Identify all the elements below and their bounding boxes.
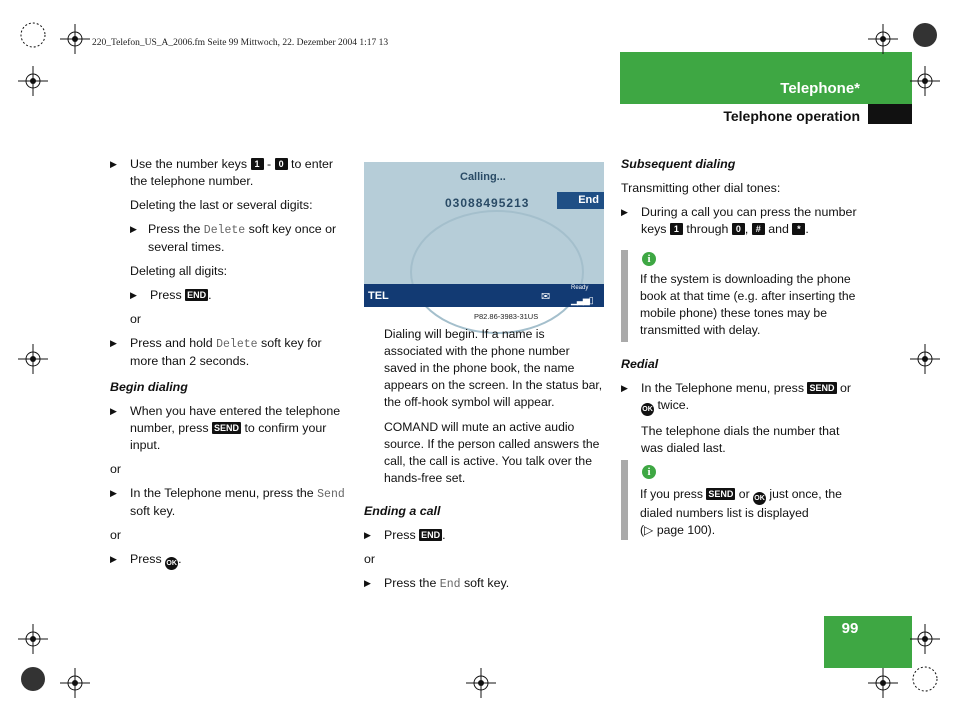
step-dial-tones: ▶ During a call you can press the number keys 1 through 0 , # and * . xyxy=(621,204,861,238)
step-redial: ▶ In the Telephone menu, press SEND or OK twice. xyxy=(621,380,861,416)
subsection-title: Telephone operation xyxy=(723,108,860,124)
end-key: END xyxy=(187,290,207,300)
step-number-keys: ▶ Use the number keys 1 - 0 to enter the telephone number. xyxy=(110,156,350,190)
figure-code: P82.86-3983-31US xyxy=(474,312,539,321)
mute-paragraph: COMAND will mute an active audio source. If the person called answers the call, the call is active. You talk over the hands-free set. xyxy=(384,420,600,485)
registration-mark-icon xyxy=(868,24,898,54)
send-softkey-label: Send xyxy=(317,488,345,501)
info-note-1: If the system is downloading the phone book at that time (e.g. after inserting the mobile phone) these tones may be transmitted with delay. xyxy=(640,272,856,337)
step-delete: ▶ Press the Delete soft key once or several times. xyxy=(130,221,350,256)
screen-tel-label: TEL xyxy=(368,290,389,302)
ending-call-section xyxy=(364,503,604,593)
column-left xyxy=(110,156,350,570)
color-target-icon xyxy=(910,664,940,694)
ok-key: OK xyxy=(753,492,766,505)
registration-mark-icon xyxy=(18,624,48,654)
key-star: * xyxy=(792,223,805,235)
or-text: or xyxy=(130,312,142,326)
redial-heading: Redial xyxy=(621,357,659,371)
send-key: SEND xyxy=(708,489,734,499)
step-end-softkey: ▶ Press the End soft key. xyxy=(364,575,604,593)
registration-mark-icon xyxy=(18,66,48,96)
transmit-text: Transmitting other dial tones: xyxy=(621,181,781,195)
info-bar xyxy=(621,250,628,342)
info-icon: i xyxy=(642,465,656,479)
redial-section xyxy=(621,356,861,457)
registration-mark-icon xyxy=(910,66,940,96)
section-title: Telephone* xyxy=(780,80,860,97)
file-meta: 220_Telefon_US_A_2006.fm Seite 99 Mittwoch, 22. Dezember 2004 1:17 13 xyxy=(92,38,389,48)
send-key: SEND xyxy=(213,423,239,433)
delete-all-intro: Deleting all digits: xyxy=(130,264,228,278)
step-hold-delete: ▶ Press and hold Delete soft key for more than 2 seconds. xyxy=(110,335,350,370)
info-bar xyxy=(621,460,628,540)
end-softkey-label: End xyxy=(439,578,461,591)
dialing-paragraph: Dialing will begin. If a name is associated with the phone number saved in the phone book, the name appears on the screen. In the status bar, the off-hook symbol will appear. xyxy=(384,327,603,409)
registration-mark-icon xyxy=(910,344,940,374)
color-target-icon xyxy=(18,20,48,50)
or-text: or xyxy=(364,552,376,566)
color-target-icon xyxy=(910,20,940,50)
screen-end-softkey[interactable]: End xyxy=(557,192,604,209)
subsection-marker xyxy=(868,104,912,124)
screen-phone-number: 03088495213 xyxy=(445,196,530,210)
ending-call-heading: Ending a call xyxy=(364,504,441,518)
registration-mark-icon xyxy=(60,668,90,698)
delete-softkey-label: Delete xyxy=(216,338,258,351)
key-0: 0 xyxy=(732,223,745,235)
signal-icon: ▁▃▅▯ xyxy=(571,295,593,305)
step-press-ok: ▶ Press OK. xyxy=(110,551,350,570)
info-icon: i xyxy=(642,252,656,266)
envelope-icon: ✉ xyxy=(541,291,551,303)
registration-mark-icon xyxy=(466,668,496,698)
step-send: ▶ When you have entered the telephone number, press SEND to confirm your input. xyxy=(110,403,350,454)
step-send-softkey: ▶ In the Telephone menu, press the Send soft key. xyxy=(110,485,350,520)
column-middle xyxy=(384,326,604,487)
step-end-press: ▶ Press END . xyxy=(364,527,604,544)
ok-key: OK xyxy=(165,557,178,570)
key-hash: # xyxy=(752,223,765,235)
dials-last-text: The telephone dials the number that was dialed last. xyxy=(641,424,840,455)
key-0: 0 xyxy=(275,158,288,170)
column-right xyxy=(621,156,861,238)
registration-mark-icon xyxy=(910,624,940,654)
registration-mark-icon xyxy=(60,24,90,54)
delete-intro: Deleting the last or several digits: xyxy=(130,198,313,212)
color-target-icon xyxy=(18,664,48,694)
screen-ready-label: Ready xyxy=(571,285,589,291)
subsequent-dialing-heading: Subsequent dialing xyxy=(621,157,736,171)
page-number: 99 xyxy=(841,620,859,637)
ok-key: OK xyxy=(641,403,654,416)
or-text: or xyxy=(110,528,122,542)
page-reference: (▷ page 100). xyxy=(640,523,716,537)
registration-mark-icon xyxy=(868,668,898,698)
begin-dialing-heading: Begin dialing xyxy=(110,380,188,394)
or-text: or xyxy=(110,462,122,476)
end-key: END xyxy=(421,530,441,540)
step-press-end: ▶ Press END . xyxy=(130,287,350,304)
screen-status-bar xyxy=(364,284,604,307)
key-1: 1 xyxy=(670,223,683,235)
registration-mark-icon xyxy=(18,344,48,374)
send-key: SEND xyxy=(809,383,835,393)
delete-softkey-label: Delete xyxy=(203,224,246,237)
screen-calling-text: Calling... xyxy=(460,171,506,183)
key-1: 1 xyxy=(251,158,264,170)
info-note-2: If you press SEND or OK just once, the dialed numbers list is displayed (▷ page 100). xyxy=(640,486,862,539)
